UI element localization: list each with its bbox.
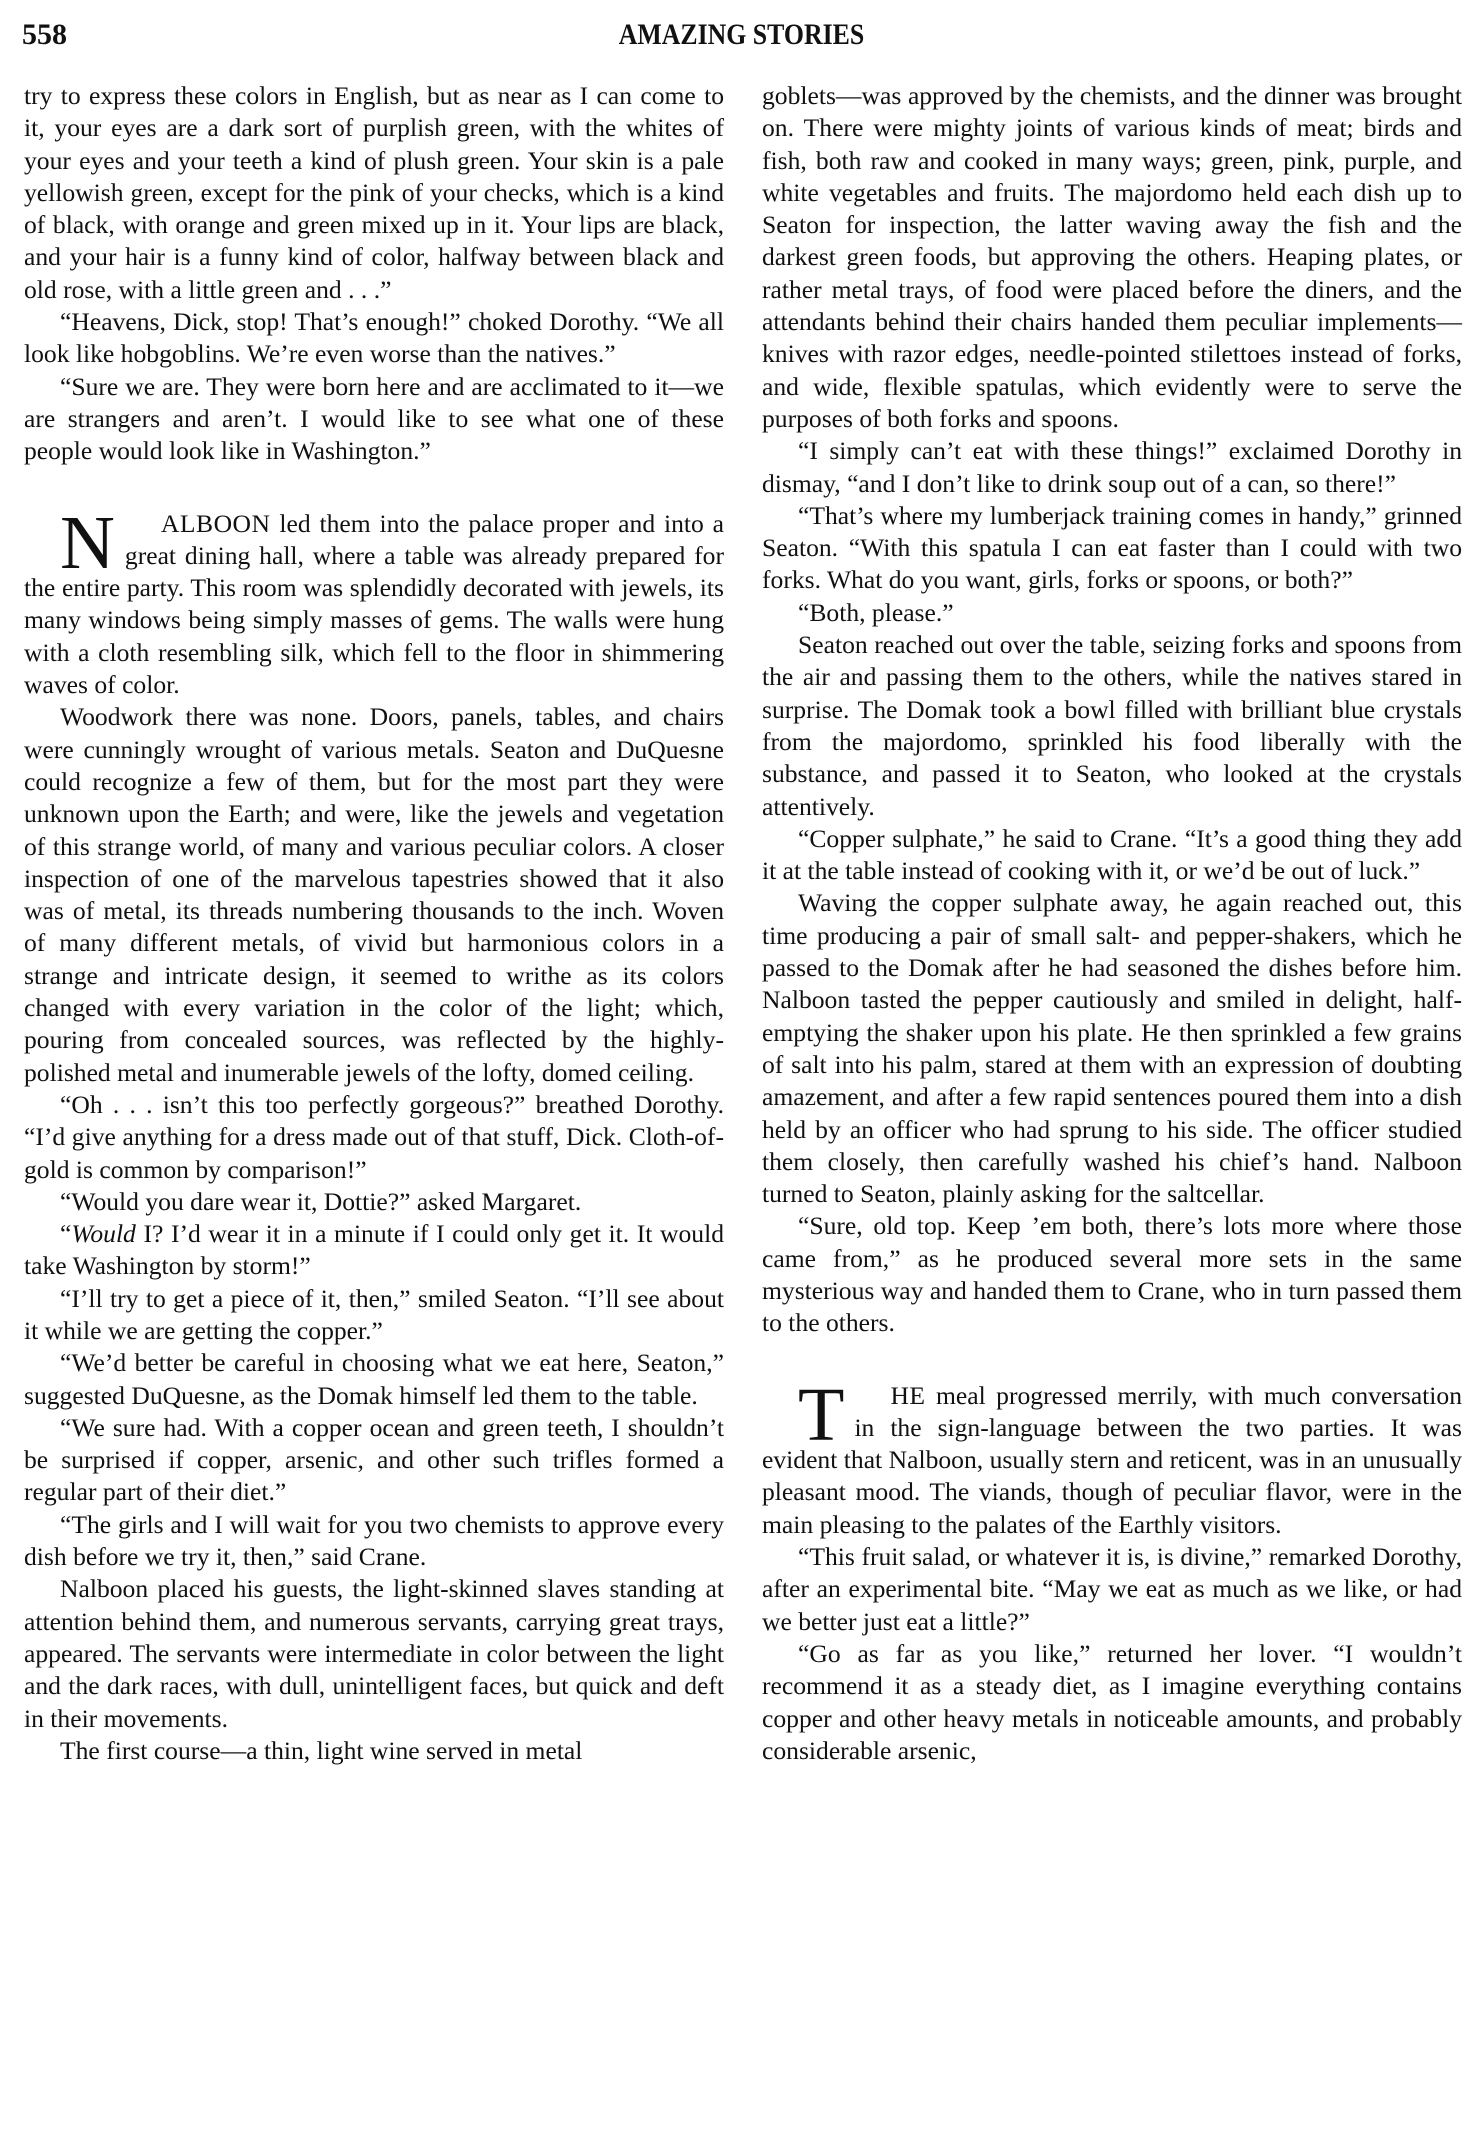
paragraph: “I simply can’t eat with these things!” exclaimed Dorothy in dismay, “and I don’t like to drink soup out of a can, so there!” [762, 436, 1462, 498]
paragraph: try to express these colors in English, but as near as I can come to it, your eyes are a dark sort of purplish green, with the whites of your eyes and your teeth a kind of plush green. Your skin is a pale yellowish green, except for the pink of your checks, which is a kind of black, with orange and green mixed up in it. Your lips are black, and your hair is a funny kind of color, halfway between black and old rose, with a little green and . . .” [24, 81, 724, 304]
paragraph: “That’s where my lumberjack training comes in handy,” grinned Seaton. “With this spatula I can eat faster than I could with two forks. What do you want, girls, forks or spoons, or both?” [762, 500, 1462, 595]
paragraph [24, 1218, 724, 1283]
paragraph-text: meal progressed merrily, with much conversation in the sign-language between the two parties. It was evident that Nalboon, usually stern and reticent, was in an unusually pleasant mood. The viands, though of peculiar flavor, were in the main pleasing to the palates of the Earthly visitors. [762, 1380, 1462, 1539]
paragraph: “Oh . . . isn’t this too perfectly gorgeous?” breathed Dorothy. “I’d give anything for a dress made out of that stuff, Dick. Cloth-of-gold is common by comparison!” [24, 1089, 724, 1184]
paragraph: The first course—a thin, light wine served in metal [60, 1735, 583, 1765]
paragraph: “Would you dare wear it, Dottie?” asked Margaret. [60, 1186, 582, 1216]
paragraph: “Copper sulphate,” he said to Crane. “It’s a good thing they add it at the table instead of cooking with it, or we’d be out of luck.” [762, 823, 1462, 886]
right-column [762, 80, 1462, 1767]
paragraph: “Sure we are. They were born here and are acclimated to it—we are strangers and aren’t. I would like to see what one of these people would look like in Washington.” [24, 371, 724, 466]
section-opening-paragraph [24, 500, 724, 702]
paragraph: “Sure, old top. Keep ’em both, there’s lots more where those came from,” as he produced several more sets in the same mysterious way and handed them to Crane, who in turn passed them to the others. [762, 1211, 1462, 1338]
paragraph-text: led them into the palace proper and into a great dining hall, where a table was already prepared for the entire party. This room was splendidly decorated with jewels, its many windows being simply masses of gems. The walls were hung with a cloth resembling silk, which fell to the floor in shimmering waves of color. [24, 508, 724, 700]
paragraph: Woodwork there was none. Doors, panels, tables, and chairs were cunningly wrought of various metals. Seaton and DuQuesne could recognize a few of them, but for the most part they were unknown upon the Earth; and were, like the jewels and vegetation of this strange world, of many and various peculiar colors. A closer inspection of one of the marvelous tapestries showed that it also was of metal, its threads numbering thousands to the inch. Woven of many different metals, of vivid but harmonious colors in a strange and intricate design, it seemed to writhe as its colors changed with every variation in the color of the light; which, pouring from concealed sources, was reflected by the highly-polished metal and inumerable jewels of the lofty, domed ceiling. [24, 702, 724, 1087]
paragraph: “Go as far as you like,” returned her lover. “I wouldn’t recommend it as a steady diet, as I imagine everything contains copper and other heavy metals in noticeable amounts, and probably considerable arsenic, [762, 1638, 1462, 1765]
paragraph: “Heavens, Dick, stop! That’s enough!” choked Dorothy. “We all look like hobgoblins. We’re even worse than the natives.” [24, 307, 724, 369]
paragraph: “We sure had. With a copper ocean and green teeth, I shouldn’t be surprised if copper, arsenic, and other such trifles formed a regular part of their diet.” [24, 1412, 724, 1507]
italic-emphasis: Would [71, 1219, 136, 1249]
page-header [0, 18, 1483, 58]
paragraph: “This fruit salad, or whatever it is, is divine,” remarked Dorothy, after an experimental bite. “May we eat as much as we like, or had we better just eat a little?” [762, 1542, 1462, 1636]
paragraph: Seaton reached out over the table, seizing forks and spoons from the air and passing them to the others, while the natives stared in surprise. The Domak took a bowl filled with brilliant blue crystals from the majordomo, sprinkled his food liberally with the substance, and passed it to Seaton, who looked at the crystals attentively. [762, 630, 1462, 821]
paragraph: “The girls and I will wait for you two chemists to approve every dish before we try it, then,” said Crane. [24, 1509, 724, 1572]
page-number: 558 [22, 18, 67, 51]
section-break [24, 468, 724, 508]
paragraph-text: I? I’d wear it in a minute if I could only get it. It would take Washington by storm!” [24, 1219, 724, 1281]
lead-word: HE [890, 1380, 926, 1410]
paragraph: goblets—was approved by the chemists, and the dinner was brought on. There were mighty joints of various kinds of meat; birds and fish, both raw and cooked in many ways; green, pink, purple, and white vegetables and fruits. The majordomo held each dish up to Seaton for inspection, the latter waving away the fish and the darkest green foods, but approving the others. Heaping plates, or rather metal trays, of food were placed before the diners, and the attendants behind their chairs handed them peculiar implements—knives with razor edges, needle-pointed stilettoes instead of forks, and wide, flexible spatulas, which evidently were to serve the purposes of both forks and spoons. [762, 81, 1462, 433]
drop-cap: N [60, 500, 115, 585]
paragraph: Waving the copper sulphate away, he again reached out, this time producing a pair of small salt- and pepper-shakers, which he passed to the Domak after he had seasoned the dishes before him. Nalboon tasted the pepper cautiously and smiled in delight, half-emptying the shaker upon his plate. He then sprinkled a few grains of salt into his palm, stared at them with an expression of doubting amazement, and after a few rapid sentences poured them into a dish held by an officer who had sprung to his side. The officer studied them closely, then carefully washed his chief’s hand. Nalboon turned to Seaton, plainly asking for the saltcellar. [762, 888, 1462, 1209]
drop-cap: T [798, 1372, 845, 1457]
paragraph: Nalboon placed his guests, the light-skinned slaves standing at attention behind them, and numerous servants, carrying great trays, appeared. The servants were intermediate in color between the light and the dark races, with dull, unintelligent faces, but quick and deft in their movements. [24, 1574, 724, 1733]
open-quote: “ [60, 1219, 72, 1249]
section-opening-paragraph [762, 1372, 1462, 1541]
paragraph: “I’ll try to get a piece of it, then,” smiled Seaton. “I’ll see about it while we are getting the copper.” [24, 1283, 724, 1345]
lead-word: ALBOON [160, 508, 271, 538]
section-break [762, 1340, 1462, 1380]
paragraph: “Both, please.” [798, 597, 954, 627]
paragraph: “We’d better be careful in choosing what we eat here, Seaton,” suggested DuQuesne, as the Domak himself led them to the table. [24, 1348, 724, 1410]
left-column [24, 80, 724, 1767]
running-title: AMAZING STORIES [618, 18, 865, 51]
